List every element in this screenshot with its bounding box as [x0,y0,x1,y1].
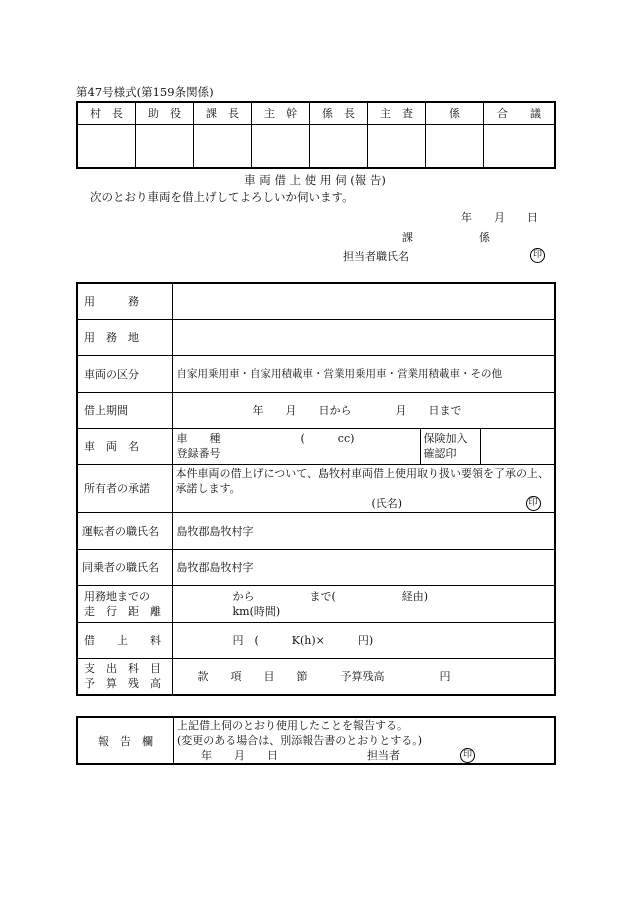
label-distance-2: 走 行 距 離 [84,604,161,618]
label-distance [77,585,172,622]
row-youmuchi [77,319,555,355]
approval-header-unit-chief: 係 長 [310,102,368,124]
row-shodaku [77,464,555,512]
label-budget-2: 予 算 残 高 [84,677,161,691]
value-passenger[interactable]: 島牧郡島牧村字 [172,549,555,585]
value-budget[interactable]: 款 項 目 節 予算残高 円 [172,658,555,695]
approval-stamp-cell[interactable] [136,124,194,168]
approval-header-section-chief: 課 長 [194,102,252,124]
approval-header-village-head: 村 長 [77,102,136,124]
report-line-2: (変更のある場合は、別添報告書のとおりとする。) [177,734,423,747]
report-person: 担当者 [367,749,400,762]
report-line-1: 上記借上伺のとおり使用したことを報告する。 [177,719,408,732]
label-youmuchi: 用 務 地 [77,319,172,355]
approval-stamp-cell[interactable] [310,124,368,168]
row-kubun [77,355,555,392]
row-driver [77,512,555,549]
form-title: 車 両 借 上 使 用 伺 (報 告) [244,173,386,187]
value-distance[interactable] [172,585,555,622]
value-youmuchi[interactable] [172,319,555,355]
value-shodaku[interactable] [172,464,555,512]
insurance-label-2: 確認印 [423,447,457,460]
row-youmu [77,283,555,319]
distance-line-1: から まで( 経由) [232,589,429,603]
approval-stamp-cell[interactable] [426,124,484,168]
approval-stamp-cell[interactable] [194,124,252,168]
value-report[interactable] [174,717,556,764]
value-kubun[interactable]: 自家用乗用車・自家用積載車・営業用乗用車・営業用積載車・その他 [172,355,555,392]
seal-icon: 印 [526,496,541,511]
value-driver[interactable]: 島牧郡島牧村字 [172,512,555,549]
approval-header-director: 主 幹 [252,102,310,124]
row-report [77,717,555,764]
approval-header-deputy: 助 役 [136,102,194,124]
approval-header-staff: 係 [426,102,484,124]
approval-stamp-row [77,124,555,168]
label-report: 報 告 欄 [77,717,174,764]
value-fee[interactable]: 円 ( K(h)× 円) [172,622,555,658]
registration-label: 登録番号 [176,447,221,460]
label-sharyomei: 車 両 名 [77,428,172,464]
section-line: 課 係 [402,231,490,244]
value-kikan[interactable]: 年 月 日から 月 日まで [172,392,555,428]
approval-stamp-cell[interactable] [77,124,136,168]
report-table [76,716,556,765]
seal-icon: 印 [460,748,475,763]
insurance-label: 保険加入 [423,432,468,445]
approval-header-inspector: 主 査 [368,102,426,124]
row-passenger [77,549,555,585]
seal-icon [530,247,545,263]
approval-stamp-cell[interactable] [368,124,426,168]
row-budget [77,658,555,695]
row-kikan [77,392,555,428]
intro-text: 次のとおり車両を借上げしてよろしいか伺います。 [90,190,354,204]
date-line: 年 月 日 [461,211,538,224]
label-kikan: 借上期間 [77,392,172,428]
approval-header-row [77,102,555,124]
person-label: 担当者職氏名 [343,250,409,263]
label-kubun: 車両の区分 [77,355,172,392]
label-distance-1: 用務地までの [84,589,150,603]
vehicle-cc: ( cc) [300,432,355,445]
label-youmu: 用 務 [77,283,172,319]
distance-line-2: km(時間) [232,604,281,618]
approval-stamp-cell[interactable] [252,124,310,168]
vehicle-type-label: 車 種 [176,432,221,445]
value-youmu[interactable] [172,283,555,319]
label-fee: 借 上 料 [77,622,172,658]
main-table [76,282,556,696]
label-passenger: 同乗者の職氏名 [77,549,172,585]
row-fee [77,622,555,658]
approval-stamp-cell[interactable] [484,124,556,168]
label-shodaku: 所有者の承諾 [77,464,172,512]
insurance-stamp-cell[interactable] [480,428,555,464]
approval-table [76,101,556,169]
label-driver: 運転者の職氏名 [77,512,172,549]
label-budget-1: 支 出 科 目 [84,662,161,676]
report-date: 年 月 日 [201,749,278,762]
label-budget [77,658,172,695]
form-number: 第47号様式(第159条関係) [76,85,214,99]
approval-header-consultation: 合 議 [484,102,556,124]
row-distance [77,585,555,622]
row-sharyomei [77,428,555,464]
seal-mark: 印 [530,248,545,263]
value-sharyomei[interactable] [172,428,420,464]
insurance-label-cell [420,428,480,464]
owner-name-label: (氏名) [371,496,403,510]
consent-text: 本件車両の借上げについて、島牧村車両借上使用取り扱い要領を了承の上、承諾します。 [175,466,550,495]
